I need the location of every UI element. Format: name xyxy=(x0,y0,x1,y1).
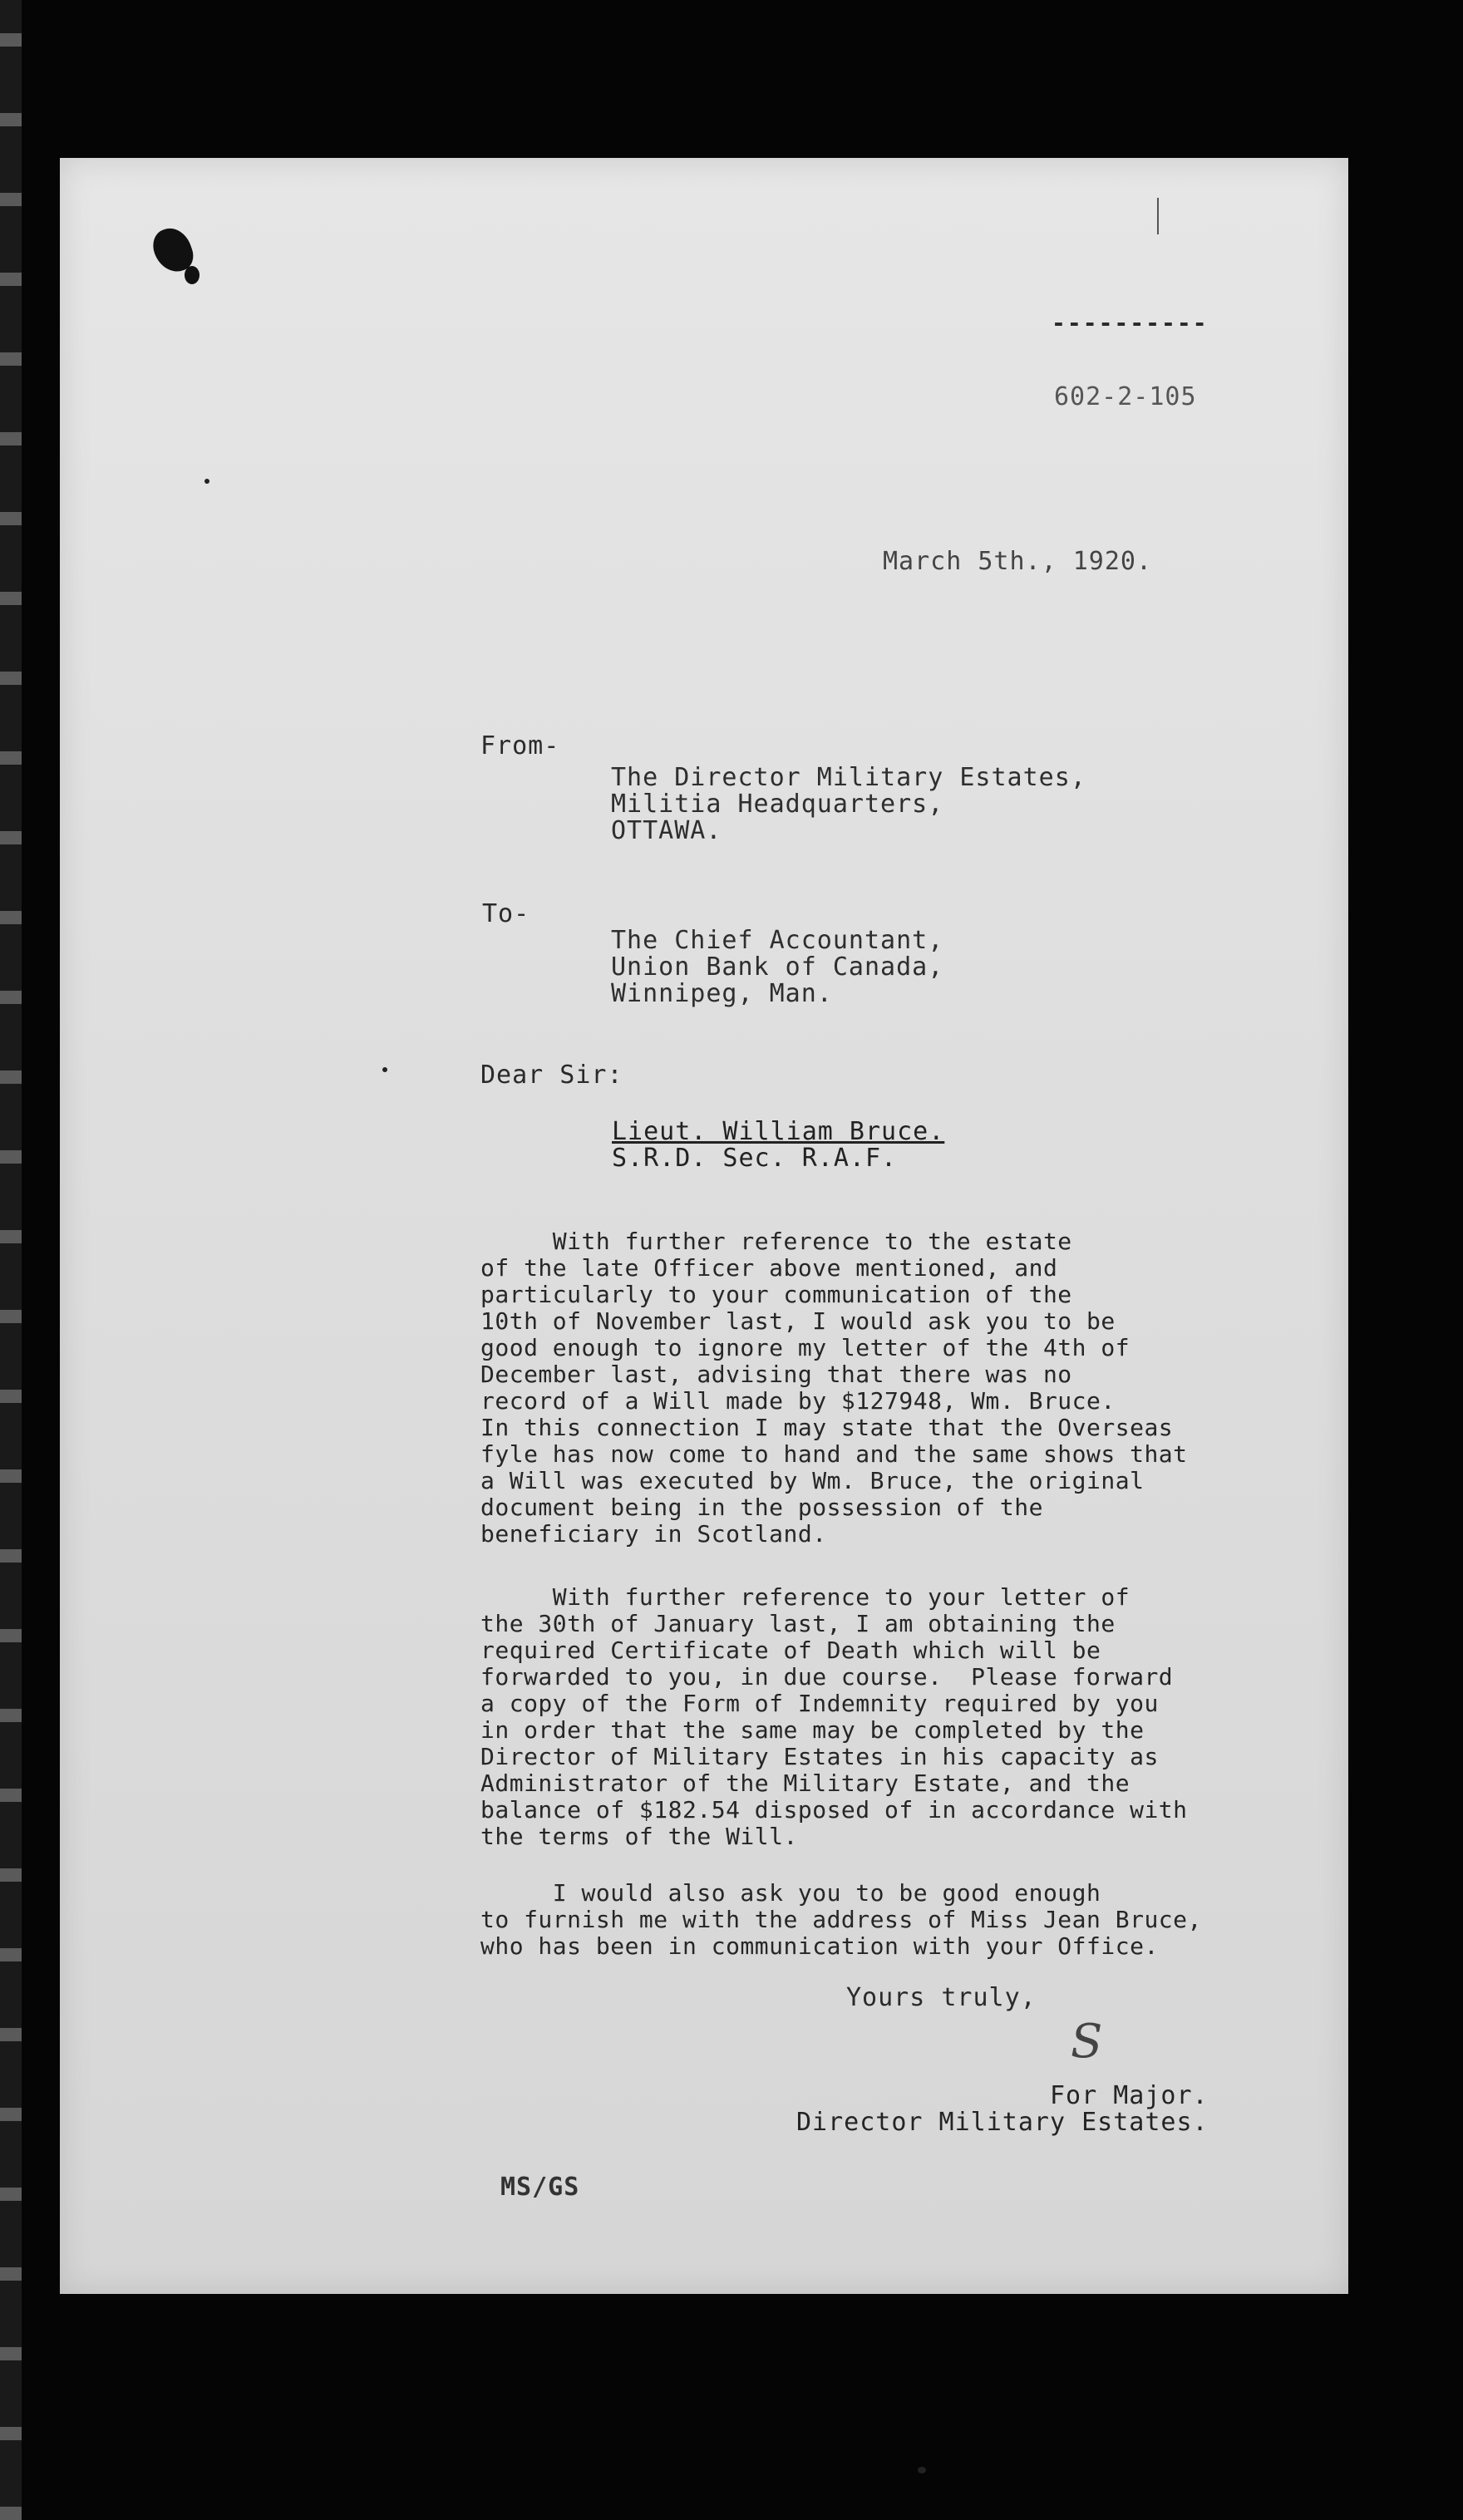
speck xyxy=(204,479,209,484)
paragraph-line: a Will was executed by Wm. Bruce, the original xyxy=(480,1467,1145,1494)
body-paragraph-1 xyxy=(480,1228,1312,1548)
paragraph-line: who has been in communication with your Office. xyxy=(480,1932,1159,1960)
paragraph-line: of the late Officer above mentioned, and xyxy=(480,1254,1058,1282)
closing: Yours truly, xyxy=(846,1983,1037,2012)
pencil-mark xyxy=(1157,198,1159,234)
paragraph-line: With further reference to your letter of xyxy=(480,1583,1130,1611)
paragraph-line: Director of Military Estates in his capacity as xyxy=(480,1743,1159,1770)
paragraph-line: document being in the possession of the xyxy=(480,1494,1043,1521)
paragraph-line: 10th of November last, I would ask you to be xyxy=(480,1307,1116,1335)
recipient-line: Union Bank of Canada, xyxy=(611,952,944,982)
subject-block xyxy=(612,1119,944,1172)
paragraph-line: a copy of the Form of Indemnity required by you xyxy=(480,1690,1159,1717)
sender-line: OTTAWA. xyxy=(611,816,722,845)
paragraph-line: the 30th of January last, I am obtaining the xyxy=(480,1610,1116,1637)
paragraph-line: Administrator of the Military Estate, and the xyxy=(480,1769,1130,1797)
paragraph-line: the terms of the Will. xyxy=(480,1823,798,1850)
paragraph-line: to furnish me with the address of Miss Jean Bruce, xyxy=(480,1906,1202,1933)
sender-line: The Director Military Estates, xyxy=(611,763,1086,792)
speck xyxy=(382,1067,387,1072)
paragraph-line: forwarded to you, in due course. Please forward xyxy=(480,1663,1174,1691)
paragraph-line: particularly to your communication of the xyxy=(480,1281,1072,1308)
paragraph-line: good enough to ignore my letter of the 4th of xyxy=(480,1334,1130,1361)
salutation: Dear Sir: xyxy=(480,1061,623,1090)
recipient-line: The Chief Accountant, xyxy=(611,926,944,955)
file-number: 602-2-105 xyxy=(1054,382,1197,411)
paragraph-line: With further reference to the estate xyxy=(480,1228,1072,1255)
paragraph-line: I would also ask you to be good enough xyxy=(480,1879,1101,1907)
from-label: From- xyxy=(480,731,560,760)
subject-unit: S.R.D. Sec. R.A.F. xyxy=(612,1144,898,1173)
recipient-address xyxy=(611,928,943,1007)
paragraph-line: record of a Will made by $127948, Wm. Bruce. xyxy=(480,1387,1116,1415)
to-label: To- xyxy=(482,899,530,928)
letter-date: March 5th., 1920. xyxy=(883,547,1153,576)
signature-mark: S xyxy=(1071,2015,1103,2069)
paragraph-line: beneficiary in Scotland. xyxy=(480,1520,827,1548)
ink-blot-small xyxy=(185,266,200,284)
paragraph-line: December last, advising that there was no xyxy=(480,1361,1072,1388)
sender-line: Militia Headquarters, xyxy=(611,790,944,819)
paragraph-line: In this connection I may state that the Overseas xyxy=(480,1414,1174,1441)
body-paragraph-3 xyxy=(480,1880,1312,1960)
paragraph-line: required Certificate of Death which will be xyxy=(480,1637,1101,1664)
paragraph-line: balance of $182.54 disposed of in accordance with xyxy=(480,1796,1188,1824)
recipient-line: Winnipeg, Man. xyxy=(611,979,833,1008)
film-strip-edge xyxy=(0,0,22,2520)
body-paragraph-2 xyxy=(480,1584,1312,1850)
header-rule: ---------- xyxy=(1052,309,1209,337)
signature-block xyxy=(796,2083,1209,2136)
document-page xyxy=(60,158,1348,2294)
subject-name: Lieut. William Bruce. xyxy=(612,1117,945,1146)
signature-line: Director Military Estates. xyxy=(796,2108,1209,2137)
paragraph-line: fyle has now come to hand and the same shows that xyxy=(480,1440,1188,1468)
signature-line: For Major. xyxy=(1049,2081,1209,2110)
sender-address xyxy=(611,765,1086,844)
reference-initials: MS/GS xyxy=(500,2173,580,2202)
speck xyxy=(918,2467,926,2473)
paragraph-line: in order that the same may be completed by the xyxy=(480,1716,1145,1744)
